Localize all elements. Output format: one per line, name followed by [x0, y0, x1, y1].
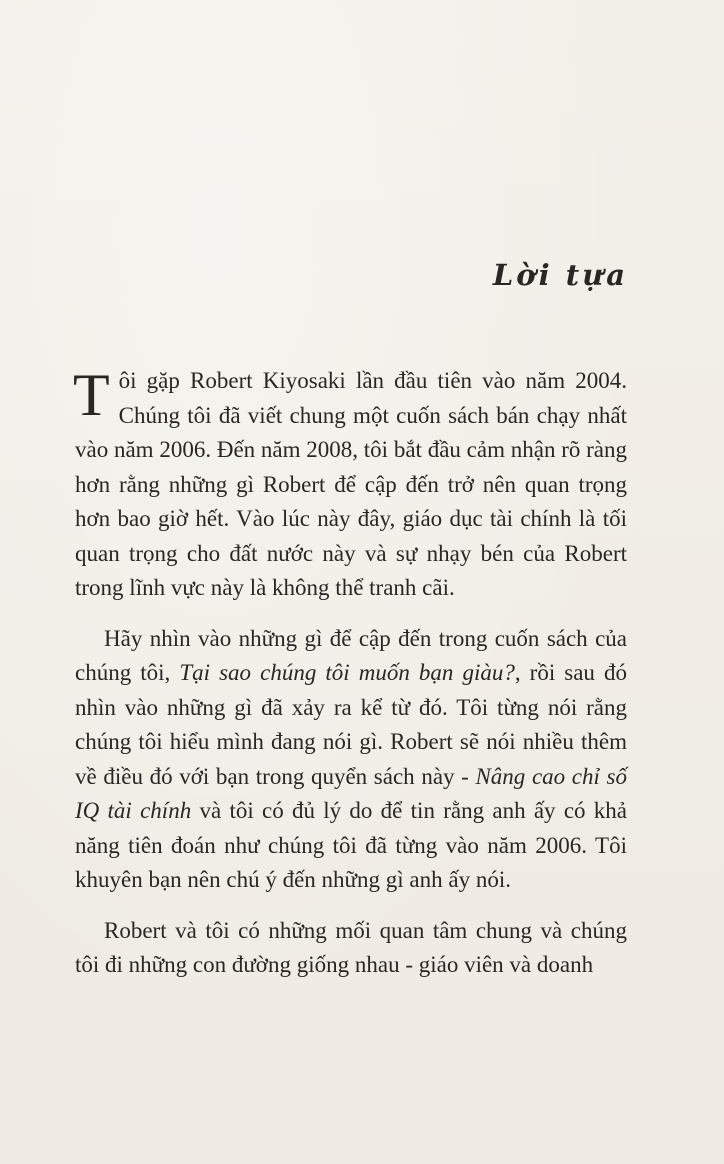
paragraph-2-text-c: và tôi có đủ lý do để tin rằng anh ấy có khả năng tiên đoán như chúng tôi đã từng vào năm 2006. Tôi khuyên bạn nên chú ý đến những gì anh ấy nói.: [75, 798, 628, 892]
paragraph-1: [75, 364, 627, 606]
paragraph-2-text-b: , rồi sau đó nhìn vào những gì đã xảy ra kể từ đó. Tôi từng nói rằng chúng tôi hiểu mình đang nói gì. Robert sẽ nói nhiều thêm về điều đó với bạn trong quyển sách này -: [75, 660, 627, 789]
paragraph-2: [75, 622, 627, 898]
section-heading: Lời tựa: [492, 258, 628, 292]
paragraph-3: [75, 914, 627, 983]
book-title-italic-2: Nâng cao chỉ số IQ tài chính: [75, 763, 627, 823]
drop-cap: T: [73, 362, 110, 428]
body-text: [75, 364, 627, 983]
book-title-italic: Tại sao chúng tôi muốn bạn giàu?: [179, 660, 515, 685]
paragraph-2-text-a: Hãy nhìn vào những gì để cập đến trong cuốn sách của chúng tôi,: [75, 625, 627, 685]
paragraph-1-text: ôi gặp Robert Kiyosaki lần đầu tiên vào năm 2004. Chúng tôi đã viết chung một cuốn sách bán chạy nhất vào năm 2006. Đến năm 2008, tôi bắt đầu cảm nhận rõ ràng hơn rằng những gì Robert để cập đến trở nên quan trọng hơn bao giờ hết. Vào lúc này đây, giáo dục tài chính là tối quan trọng cho đất nước này và sự nhạy bén của Robert trong lĩnh vực này là không thể tranh cãi.: [75, 368, 627, 600]
paragraph-3-text: Robert và tôi có những mối quan tâm chung và chúng tôi đi những con đường giống nhau - giáo viên và doanh: [75, 917, 627, 977]
